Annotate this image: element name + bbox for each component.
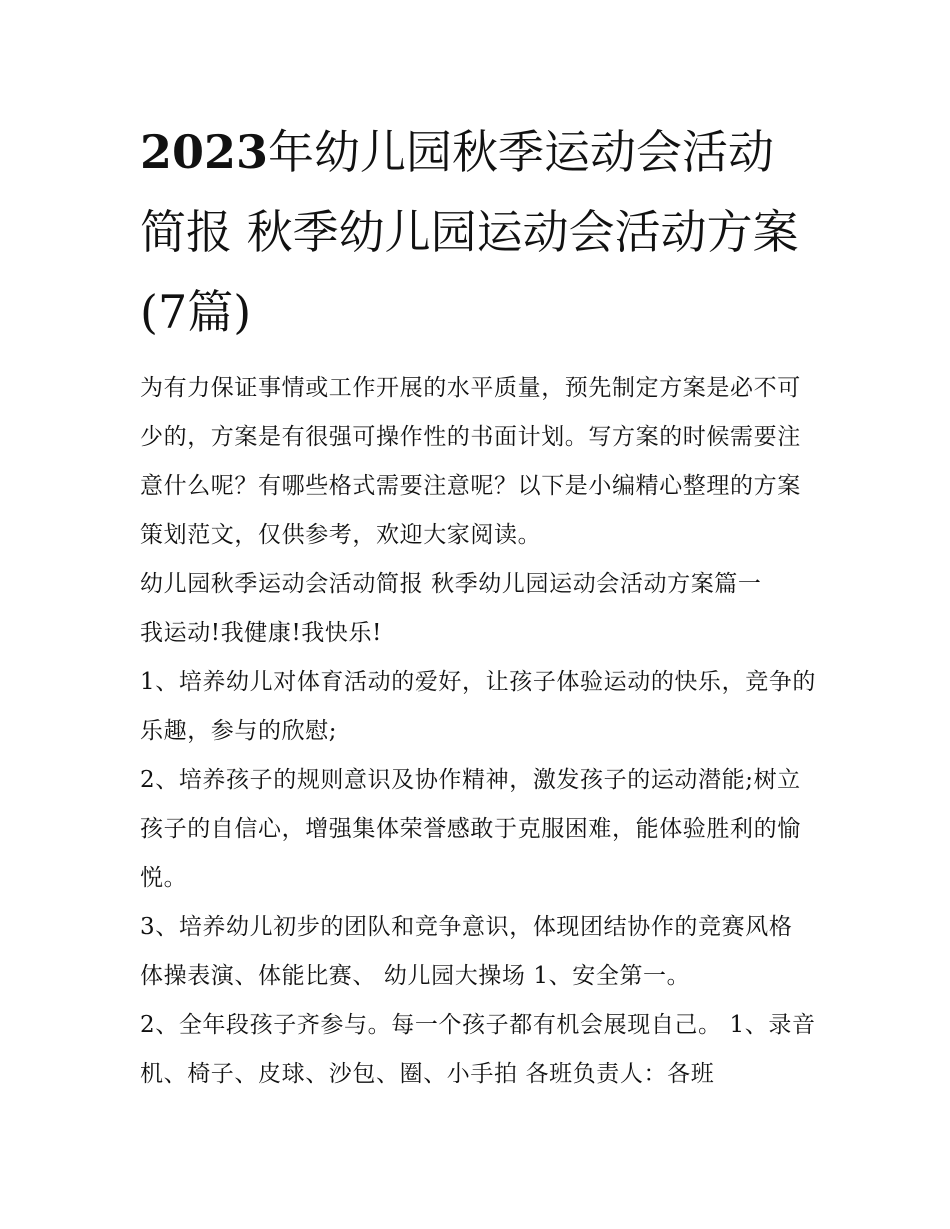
section-heading: 幼儿园秋季运动会活动简报 秋季幼儿园运动会活动方案篇一 bbox=[140, 571, 762, 597]
slogan-paragraph: 我运动!我健康!我快乐! bbox=[140, 620, 382, 646]
title-text: 年幼儿园秋季运动会活动简报 秋季幼儿园运动会活动方案(7篇) bbox=[140, 125, 799, 339]
intro-paragraph: 为有力保证事情或工作开展的水平质量，预先制定方案是必不可少的，方案是有很强可操作性的书面计划。写方案的时候需要注意什么呢？有哪些格式需要注意呢？以下是小编精心整理的方案策划范文，仅供参考，欢迎大家阅读。 bbox=[140, 375, 801, 548]
document-title bbox=[140, 112, 820, 352]
title-year: 2023 bbox=[140, 125, 269, 179]
requirement-paragraph: 2、全年段孩子齐参与。每一个孩子都有机会展现自己。 1、录音机、椅子、皮球、沙包、圈、小手拍 各班负责人：各班 bbox=[140, 1012, 816, 1087]
document-body bbox=[140, 364, 820, 1099]
document-page bbox=[140, 112, 820, 1099]
goal-paragraph-3: 3、培养幼儿初步的团队和竞争意识，体现团结协作的竞赛风格 体操表演、体能比赛、 幼儿园大操场 1、安全第一。 bbox=[140, 914, 793, 989]
goal-paragraph-1: 1、培养幼儿对体育活动的爱好，让孩子体验运动的快乐，竞争的乐趣，参与的欣慰; bbox=[140, 669, 817, 744]
goal-paragraph-2: 2、培养孩子的规则意识及协作精神，激发孩子的运动潜能;树立孩子的自信心，增强集体荣誉感敢于克服困难，能体验胜利的愉悦。 bbox=[140, 767, 801, 891]
